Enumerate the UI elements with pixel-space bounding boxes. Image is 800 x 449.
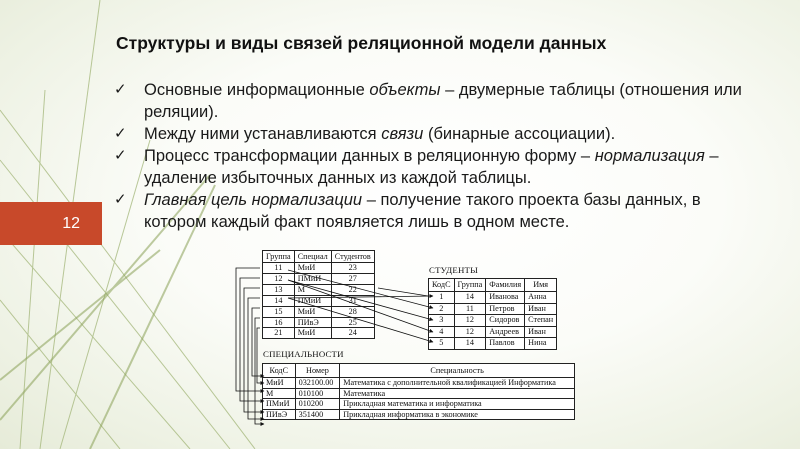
table-cell: МиИ	[294, 328, 331, 339]
bullet-text: – удаление избыточных данных из каждой таблицы.	[144, 147, 719, 187]
column-header: Специал	[294, 251, 331, 263]
table-cell: Иван	[525, 326, 557, 338]
students-table	[428, 278, 557, 350]
table-cell: 16	[263, 317, 295, 328]
table-cell: 14	[263, 295, 295, 306]
students-row	[429, 338, 557, 350]
table-cell: 22	[331, 284, 374, 295]
column-header: Фамилия	[486, 279, 525, 292]
table-cell: 15	[263, 306, 295, 317]
table-cell: 31	[331, 295, 374, 306]
bullet-text: – двумерные таблицы (отношения или реляции).	[144, 81, 742, 121]
table-cell: 11	[454, 303, 486, 315]
bullet-text: – получение такого проекта базы данных, в котором каждый факт появляется лишь в одном месте.	[144, 191, 701, 231]
table-cell: 11	[263, 263, 295, 274]
column-header: КодС	[263, 364, 296, 378]
table-cell: 24	[331, 328, 374, 339]
specialties-row	[263, 409, 575, 420]
checkmark-icon: ✓	[114, 191, 127, 208]
students-row	[429, 315, 557, 327]
specialties-caption: СПЕЦИАЛЬНОСТИ	[263, 349, 344, 359]
table-cell: ПМиИ	[294, 273, 331, 284]
column-header: Специальность	[340, 364, 575, 378]
table-cell: ПМиИ	[263, 399, 296, 410]
students-row	[429, 326, 557, 338]
table-cell: ПИвЭ	[263, 409, 296, 420]
relational-figure	[228, 236, 580, 436]
specialties-row	[263, 388, 575, 399]
specialties-row	[263, 378, 575, 389]
table-cell: 032100.00	[295, 378, 340, 389]
table-cell: Нина	[525, 338, 557, 350]
groups-row	[263, 306, 375, 317]
table-cell: 3	[429, 315, 455, 327]
table-cell: 12	[454, 315, 486, 327]
column-header: Имя	[525, 279, 557, 292]
bullet-text: (бинарные ассоциации).	[423, 125, 616, 143]
table-cell: Математика с дополнительной квалификацией Информатика	[340, 378, 575, 389]
groups-row	[263, 263, 375, 274]
bullet-text: Процесс трансформации данных в реляционную форму –	[144, 147, 595, 165]
column-header: КодС	[429, 279, 455, 292]
groups-row	[263, 295, 375, 306]
table-cell: 14	[454, 292, 486, 304]
table-cell: ПИвЭ	[294, 317, 331, 328]
table-cell: МиИ	[294, 263, 331, 274]
table-cell: 25	[331, 317, 374, 328]
table-cell: Иван	[525, 303, 557, 315]
table-cell: МиИ	[294, 306, 331, 317]
table-cell: 010100	[295, 388, 340, 399]
slide-title: Структуры и виды связей реляционной модели данных	[116, 33, 607, 53]
bullet-text: нормализация	[594, 147, 705, 165]
checkmark-icon: ✓	[114, 125, 127, 142]
table-cell: 21	[263, 328, 295, 339]
bullet-text: связи	[381, 125, 424, 143]
table-cell: 2	[429, 303, 455, 315]
column-header: Номер	[295, 364, 340, 378]
table-cell: 5	[429, 338, 455, 350]
bullet-item	[114, 145, 764, 189]
students-row	[429, 303, 557, 315]
bullet-text: Основные информационные	[144, 81, 370, 99]
groups-row	[263, 328, 375, 339]
table-cell: Математика	[340, 388, 575, 399]
specialties-table	[262, 363, 575, 420]
bullet-text: Между ними устанавливаются	[144, 125, 382, 143]
table-cell: Анна	[525, 292, 557, 304]
table-cell: 27	[331, 273, 374, 284]
table-cell: ПМиИ	[294, 295, 331, 306]
groups-table	[262, 250, 375, 339]
table-cell: 12	[454, 326, 486, 338]
students-row	[429, 292, 557, 304]
page-number-badge: 12	[0, 202, 102, 245]
table-cell: Андреев	[486, 326, 525, 338]
table-cell: 010200	[295, 399, 340, 410]
table-cell: 23	[331, 263, 374, 274]
table-cell: 13	[263, 284, 295, 295]
table-cell: 12	[263, 273, 295, 284]
specialties-row	[263, 399, 575, 410]
table-cell: 14	[454, 338, 486, 350]
table-cell: М	[294, 284, 331, 295]
bullet-text: Главная цель нормализации	[144, 191, 363, 209]
groups-row	[263, 317, 375, 328]
column-header: Группа	[263, 251, 295, 263]
table-cell: Иванова	[486, 292, 525, 304]
groups-row	[263, 284, 375, 295]
table-cell: 1	[429, 292, 455, 304]
table-cell: М	[263, 388, 296, 399]
table-cell: Прикладная математика и информатика	[340, 399, 575, 410]
bullet-item	[114, 123, 764, 145]
column-header: Группа	[454, 279, 486, 292]
table-cell: Петров	[486, 303, 525, 315]
table-cell: 4	[429, 326, 455, 338]
table-cell: 351400	[295, 409, 340, 420]
table-cell: МиИ	[263, 378, 296, 389]
bullet-item	[114, 79, 764, 123]
table-cell: Павлов	[486, 338, 525, 350]
groups-row	[263, 273, 375, 284]
table-cell: Прикладная информатика в экономике	[340, 409, 575, 420]
bullet-list	[114, 79, 764, 233]
table-cell: Сидоров	[486, 315, 525, 327]
table-cell: 28	[331, 306, 374, 317]
bullet-text: объекты	[369, 81, 441, 99]
bullet-item	[114, 189, 764, 233]
table-cell: Степан	[525, 315, 557, 327]
column-header: Студентов	[331, 251, 374, 263]
students-caption: СТУДЕНТЫ	[429, 265, 478, 275]
checkmark-icon: ✓	[114, 81, 127, 98]
checkmark-icon: ✓	[114, 147, 127, 164]
